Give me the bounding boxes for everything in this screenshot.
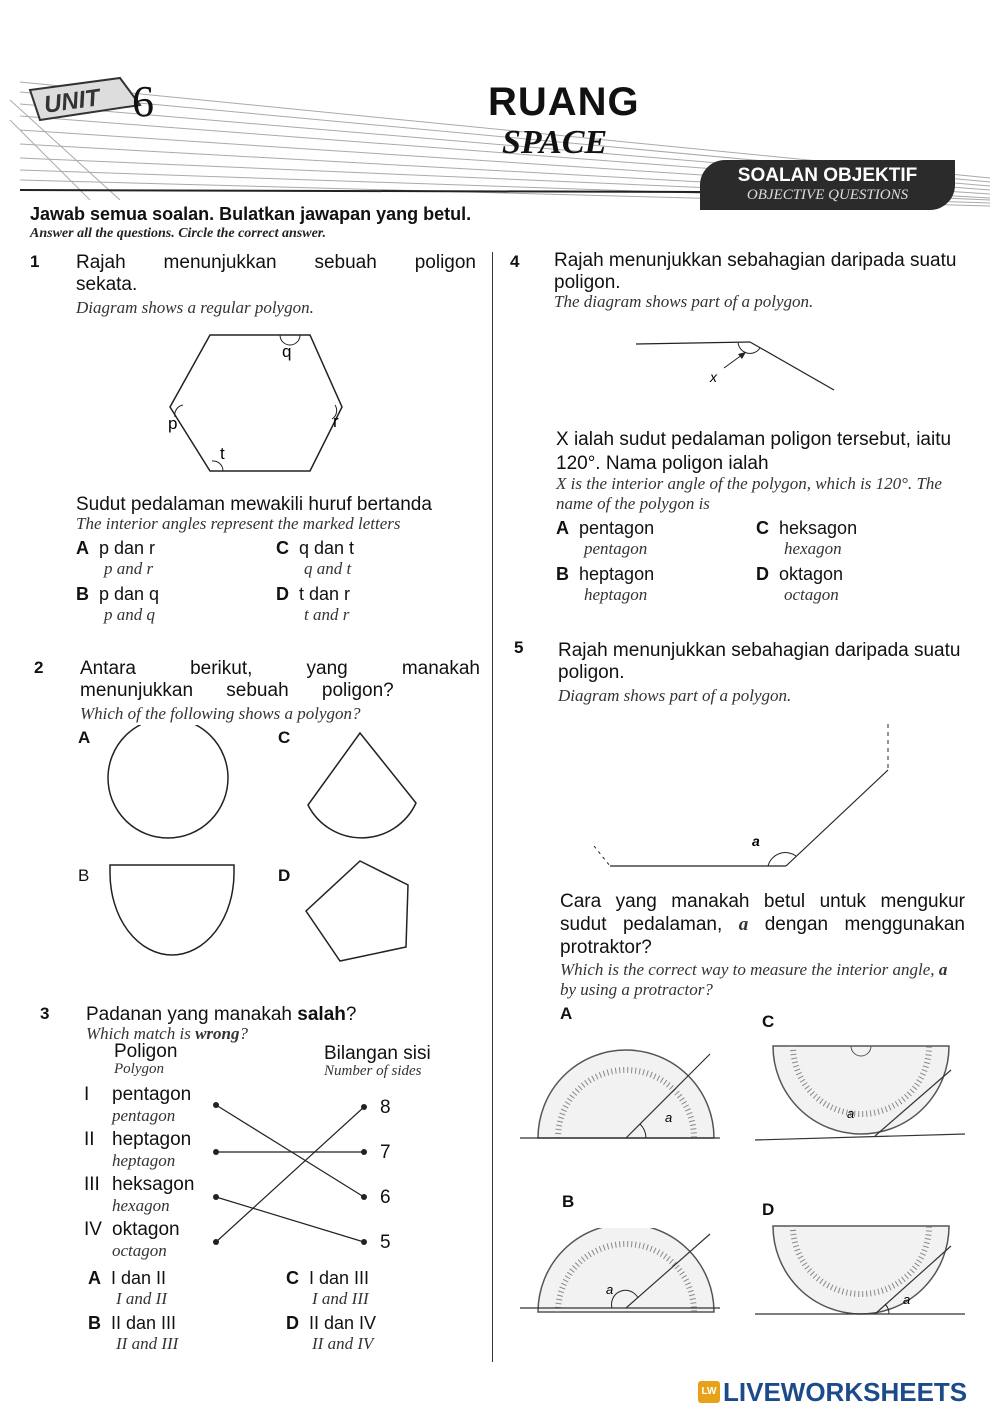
q4-number: 4 bbox=[510, 252, 520, 271]
option-letter: B bbox=[76, 584, 89, 604]
angle-label-a: a bbox=[752, 833, 760, 849]
angle-mark-a: a bbox=[665, 1110, 673, 1125]
instruction-en: Answer all the questions. Circle the correct answer. bbox=[30, 226, 326, 241]
q4-option-b[interactable]: B heptagon heptagon bbox=[556, 564, 655, 604]
q2-semicircle-shape[interactable] bbox=[110, 865, 234, 955]
q5-angle-diagram bbox=[590, 720, 900, 870]
q4-text-en: The diagram shows part of a polygon. bbox=[554, 292, 814, 311]
q5-option-b-label[interactable]: B bbox=[562, 1192, 575, 1211]
q3-sides-8: 8 bbox=[380, 1097, 391, 1118]
q2-shapes bbox=[100, 725, 440, 1005]
q5-protractor-b[interactable] bbox=[520, 1228, 730, 1338]
q3-col1-header-en: Polygon bbox=[114, 1061, 164, 1077]
angle-label-x: x bbox=[710, 369, 717, 385]
q2-text: Antara berikut, yang manakah menunjukkan sebuah poligon? bbox=[80, 658, 480, 701]
q5-option-d-label[interactable]: D bbox=[762, 1200, 775, 1219]
q3-sides-6: 6 bbox=[380, 1187, 391, 1208]
q1-option-b[interactable] bbox=[76, 584, 159, 625]
q3-text-en: Which match is wrong? bbox=[86, 1024, 248, 1043]
q3-sides-7: 7 bbox=[380, 1142, 391, 1163]
q4-prompt: X ialah sudut pedalaman poligon tersebut, iaitu 120°. Nama poligon ialah bbox=[556, 429, 952, 474]
q3-option-a[interactable]: A I dan II I and II bbox=[88, 1268, 167, 1308]
q2-sector-shape[interactable] bbox=[308, 733, 416, 838]
q4-angle-diagram bbox=[630, 330, 840, 400]
q3-number: 3 bbox=[40, 1004, 50, 1023]
q5-prompt: Cara yang manakah betul untuk mengukur sudut pedalaman, a dengan menggunakan protraktor? bbox=[560, 891, 965, 958]
q2-pentagon-shape[interactable] bbox=[306, 861, 408, 961]
q3-text: Padanan yang manakah salah? bbox=[86, 1004, 357, 1025]
liveworksheets-logo-icon: LW bbox=[698, 1381, 720, 1403]
angle-mark-b: a bbox=[606, 1282, 614, 1297]
unit-number: 6 bbox=[132, 77, 154, 126]
option-text: q dan t bbox=[299, 538, 355, 558]
q4-option-c[interactable]: C heksagon hexagon bbox=[756, 518, 858, 558]
option-text: p dan q bbox=[99, 584, 160, 604]
q1-number: 1 bbox=[30, 252, 40, 271]
angle-mark-d: a bbox=[903, 1292, 911, 1307]
q3-col2-header: Bilangan sisi bbox=[324, 1043, 431, 1064]
footer-brand[interactable] bbox=[698, 1378, 967, 1406]
q3-polygon-row-2: II heptagon heptagon bbox=[84, 1129, 192, 1170]
q5-prompt-en: Which is the correct way to measure the interior angle, a by using a protractor? bbox=[560, 960, 948, 999]
angle-label-r: r bbox=[333, 412, 339, 431]
q1-option-c[interactable] bbox=[276, 538, 354, 579]
q4-prompt-en: X is the interior angle of the polygon, which is 120°. The name of the polygon is bbox=[556, 474, 942, 513]
option-text-en: t and r bbox=[304, 605, 350, 624]
badge-subtitle: OBJECTIVE QUESTIONS bbox=[746, 187, 909, 203]
option-text: t dan r bbox=[299, 584, 351, 604]
q3-col2-header-en: Number of sides bbox=[324, 1063, 422, 1079]
instruction: Jawab semua soalan. Bulatkan jawapan yang betul. bbox=[30, 204, 472, 224]
page-subtitle: SPACE bbox=[502, 124, 608, 161]
q1-hexagon-diagram bbox=[150, 325, 350, 485]
q3-sides-5: 5 bbox=[380, 1232, 391, 1253]
column-divider bbox=[492, 252, 493, 1362]
brand-name: LIVEWORKSHEETS bbox=[723, 1376, 968, 1407]
q5-protractor-c[interactable] bbox=[755, 1040, 970, 1150]
q4-option-d[interactable]: D oktagon octagon bbox=[756, 564, 844, 604]
q1-prompt-en: The interior angles represent the marked letters bbox=[76, 514, 401, 533]
q4-option-a[interactable]: A pentagon pentagon bbox=[556, 518, 655, 558]
option-letter: D bbox=[276, 584, 289, 604]
q5-protractor-d[interactable] bbox=[755, 1220, 970, 1330]
q5-option-c-label[interactable]: C bbox=[762, 1012, 775, 1031]
q3-option-b[interactable]: B II dan III II and III bbox=[88, 1313, 179, 1353]
q2-circle-shape[interactable] bbox=[108, 725, 228, 838]
option-letter: A bbox=[76, 538, 89, 558]
q5-protractor-a[interactable] bbox=[520, 1040, 730, 1150]
q3-matching-lines bbox=[210, 1095, 370, 1255]
q4-text: Rajah menunjukkan sebahagian daripada suatu poligon. bbox=[554, 250, 957, 293]
q3-option-d[interactable]: D II dan IV II and IV bbox=[286, 1313, 377, 1353]
section-badge bbox=[700, 160, 955, 210]
angle-mark-c: a bbox=[847, 1106, 855, 1121]
badge-title: SOALAN OBJEKTIF bbox=[737, 165, 918, 186]
q1-text-en: Diagram shows a regular polygon. bbox=[76, 298, 314, 317]
angle-label-q: q bbox=[282, 342, 292, 361]
q3-polygon-row-3: III heksagon hexagon bbox=[84, 1174, 195, 1215]
unit-label: UNIT bbox=[42, 84, 102, 119]
page-title: RUANG bbox=[488, 80, 640, 124]
q2-option-c-label[interactable]: C bbox=[278, 728, 291, 747]
option-text-en: q and t bbox=[304, 559, 352, 578]
angle-label-t: t bbox=[220, 444, 225, 463]
q5-option-a-label[interactable]: A bbox=[560, 1004, 573, 1023]
q1-option-d[interactable] bbox=[276, 584, 350, 625]
q2-option-a-label[interactable]: A bbox=[78, 728, 91, 747]
q2-option-d-label[interactable]: D bbox=[278, 866, 291, 885]
q3-polygon-row-4: IV oktagon octagon bbox=[84, 1219, 180, 1260]
option-text: p dan r bbox=[99, 538, 156, 558]
q1-option-a[interactable] bbox=[76, 538, 155, 579]
angle-label-p: p bbox=[168, 414, 178, 433]
option-text-en: p and r bbox=[104, 559, 154, 578]
option-letter: C bbox=[276, 538, 289, 558]
q5-text: Rajah menunjukkan sebahagian daripada suatu poligon. bbox=[558, 640, 961, 683]
q3-col1-header: Poligon bbox=[114, 1041, 178, 1062]
q2-option-b-label[interactable]: B bbox=[78, 866, 90, 885]
q2-text-en: Which of the following shows a polygon? bbox=[80, 704, 361, 723]
q2-number: 2 bbox=[34, 658, 44, 677]
q5-text-en: Diagram shows part of a polygon. bbox=[558, 686, 792, 705]
q3-polygon-row-1: I pentagon pentagon bbox=[84, 1084, 192, 1125]
option-text-en: p and q bbox=[104, 605, 155, 624]
q3-option-c[interactable]: C I dan III I and III bbox=[286, 1268, 370, 1308]
q5-number: 5 bbox=[514, 638, 524, 657]
q1-text: Rajah menunjukkan sebuah poligon sekata. bbox=[76, 252, 476, 295]
q1-prompt: Sudut pedalaman mewakili huruf bertanda bbox=[76, 494, 432, 515]
